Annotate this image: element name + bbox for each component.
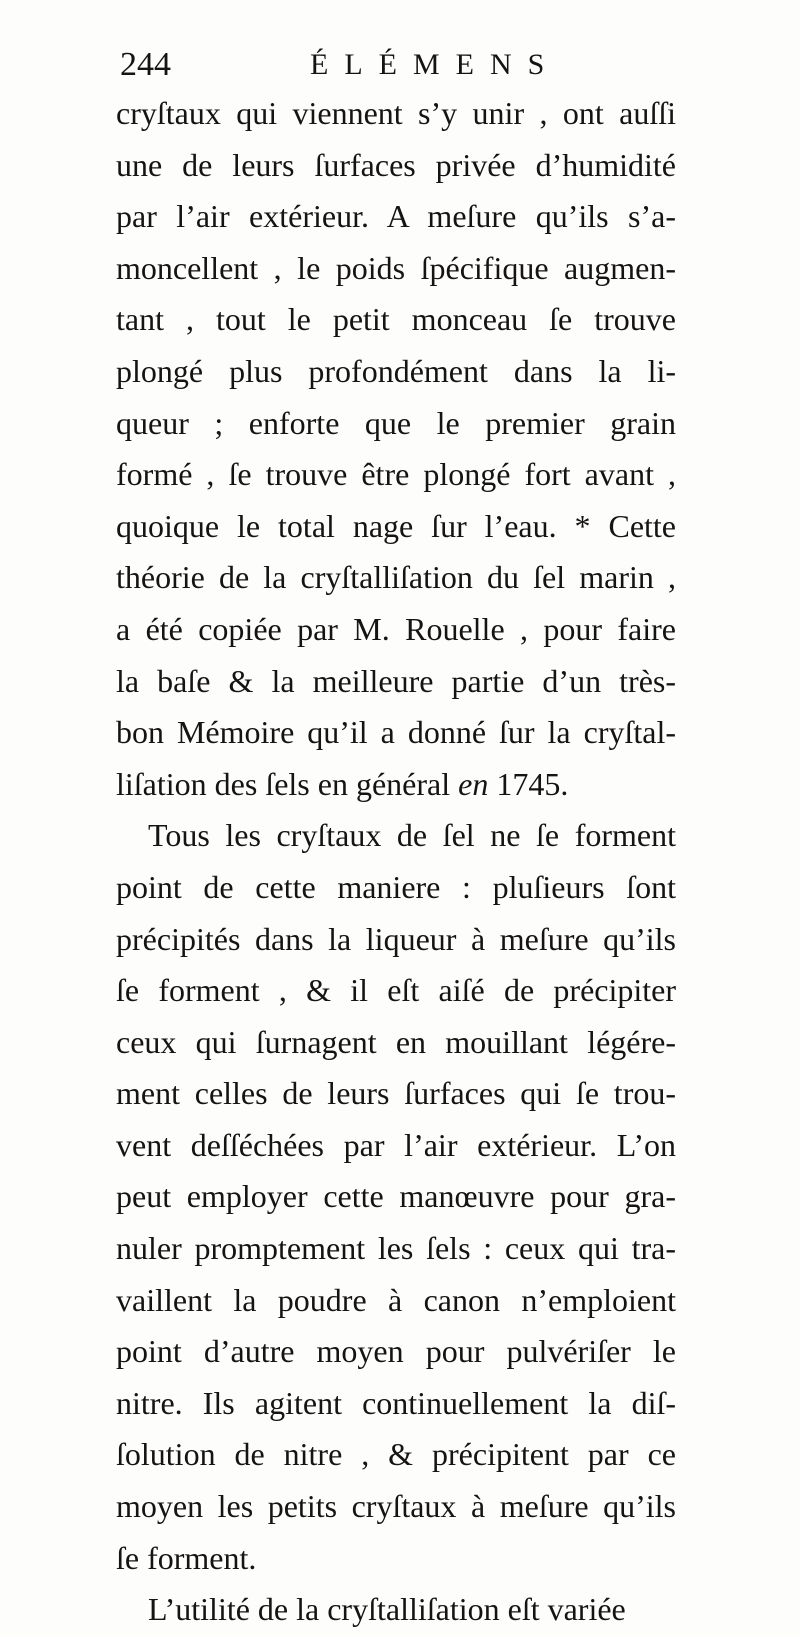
text-line: ceux qui ſurnagent en mouillant légére- xyxy=(116,1023,676,1060)
text-line: formé , ſe trouve être plongé fort avant , xyxy=(116,456,676,493)
text-line: ment celles de leurs ſurfaces qui ſe trou- xyxy=(116,1075,676,1112)
text-line: plongé plus profondément dans la li- xyxy=(116,352,676,389)
text-line: moncellent , le poids ſpécifique augmen- xyxy=(116,249,676,286)
text-line: moyen les petits cryſtaux à meſure qu’ils xyxy=(116,1488,676,1525)
text-line: la baſe & la meilleure partie d’un très- xyxy=(116,662,676,699)
text-line: quoique le total nage ſur l’eau. * Cette xyxy=(116,507,676,544)
running-head xyxy=(120,40,680,90)
text-line: par l’air extérieur. A meſure qu’ils s’a- xyxy=(116,198,676,235)
running-title: ÉLÉMENS xyxy=(310,48,561,81)
text-line: ſolution de nitre , & précipitent par ce xyxy=(116,1436,676,1473)
text-line: tant , tout le petit monceau ſe trouve xyxy=(116,301,676,338)
page-number: 244 xyxy=(120,46,171,83)
text-line: nuler promptement les ſels : ceux qui tra- xyxy=(116,1230,676,1267)
text-line-paragraph-start: L’utilité de la cryſtalliſation eſt variée xyxy=(148,1591,626,1628)
body-text xyxy=(116,88,676,1636)
text-line-content: liſation des ſels en général xyxy=(116,765,451,802)
text-line: théorie de la cryſtalliſation du ſel marin , xyxy=(116,559,676,596)
text-line-paragraph-end: ſe forment. xyxy=(116,1539,257,1576)
text-line: cryſtaux qui viennent s’y unir , ont auſſi xyxy=(116,95,676,131)
text-line: vent deſſéchées par l’air extérieur. L’on xyxy=(116,1126,676,1163)
year: 1745. xyxy=(496,765,569,802)
text-line: point d’autre moyen pour pulvériſer le xyxy=(116,1333,676,1370)
text-line: bon Mémoire qu’il a donné ſur la cryſtal- xyxy=(116,714,676,751)
text-line: une de leurs ſurfaces privée d’humidité xyxy=(116,146,676,183)
text-line: a été copiée par M. Rouelle , pour faire xyxy=(116,610,676,647)
text-line: ſe forment , & il eſt aiſé de précipiter xyxy=(116,972,676,1009)
italic-word: en xyxy=(458,765,489,802)
text-line: queur ; enforte que le premier grain xyxy=(116,404,676,441)
text-line-paragraph-start: Tous les cryſtaux de ſel ne ſe forment xyxy=(148,817,676,854)
text-line: précipités dans la liqueur à meſure qu’ils xyxy=(116,920,676,957)
text-line: vaillent la poudre à canon n’emploient xyxy=(116,1281,676,1318)
text-line: point de cette maniere : pluſieurs ſont xyxy=(116,868,676,905)
text-line: peut employer cette manœuvre pour gra- xyxy=(116,1178,676,1215)
text-line: nitre. Ils agitent continuellement la diſ- xyxy=(116,1384,676,1421)
text-line-paragraph-end xyxy=(116,759,676,811)
